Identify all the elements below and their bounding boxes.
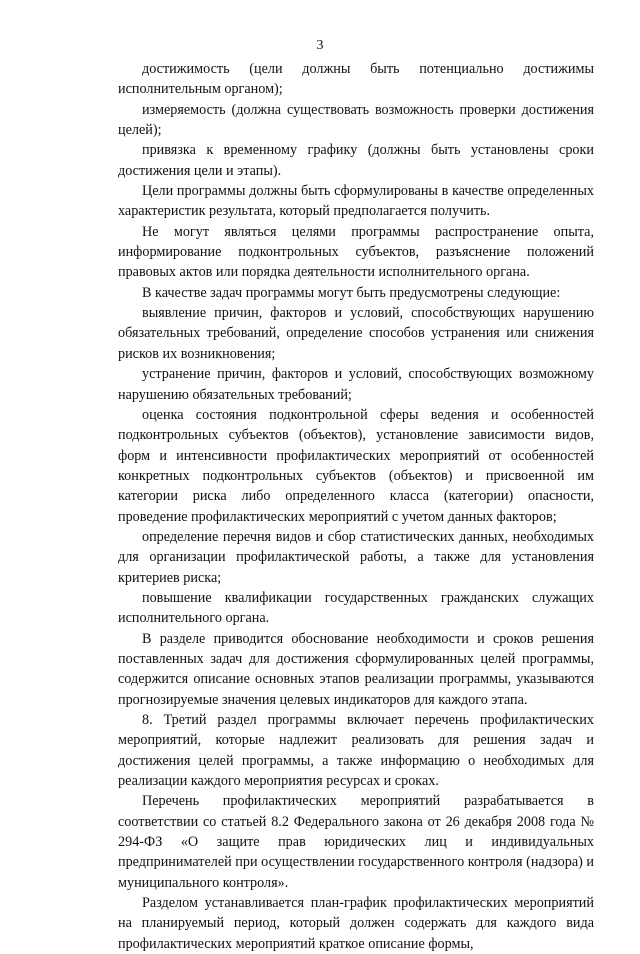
paragraph-not-goals: Не могут являться целями программы распространение опыта, информирование подконтрольных субъектов, разъяснение положений правовых актов или порядка деятельности исполнительного органа. <box>118 223 594 281</box>
paragraph-task-identify-causes: выявление причин, факторов и условий, способствующих нарушению обязательных требований, определение способов устранения или снижения рисков их возникновения; <box>118 305 594 362</box>
paragraph-achievability: достижимость (цели должны быть потенциально достижимы исполнительным органом); <box>118 61 594 98</box>
paragraph-tasks-intro: В качестве задач программы могут быть предусмотрены следующие: <box>142 284 561 301</box>
paragraph-section-justification: В разделе приводится обоснование необходимости и сроков решения поставленных задач для достижения сформулированных целей программы, содержится описание основных этапов реализации программы, указываются прогнозируемые значения целевых индикаторов для каждого этапа. <box>118 630 594 708</box>
paragraph-task-eliminate-causes: устранение причин, факторов и условий, способствующих возможному нарушению обязательных требований; <box>118 366 594 403</box>
paragraph-task-qualification: повышение квалификации государственных гражданских служащих исполнительного органа. <box>118 589 594 627</box>
document-body <box>118 59 594 954</box>
paragraph-program-goals: Цели программы должны быть сформулированы в качестве определенных характеристик результата, который предполагается получить. <box>118 183 594 220</box>
paragraph-item-8: 8. Третий раздел программы включает перечень профилактических мероприятий, которые надлежит реализовать для решения задач и достижения целей программы, а также информацию о необходимых для реализации каждого мероприятия ресурсах и сроках. <box>118 712 594 790</box>
paragraph-measurability: измеряемость (должна существовать возможность проверки достижения целей); <box>118 101 594 139</box>
paragraph-timeline-binding: привязка к временному графику (должны быть установлены сроки достижения цели и этапы). <box>118 142 594 179</box>
paragraph-task-statistics: определение перечня видов и сбор статистических данных, необходимых для организации профилактической работы, а также для установления критериев риска; <box>118 528 594 586</box>
paragraph-schedule: Разделом устанавливается план-график профилактических мероприятий на планируемый период, который должен содержать для каждого вида профилактических мероприятий краткое описание формы, <box>118 895 594 952</box>
page-number: 3 <box>316 38 324 53</box>
paragraph-measures-list: Перечень профилактических мероприятий разрабатывается в соответствии со статьей 8.2 Федерального закона от 26 декабря 2008 года № 294-ФЗ «О защите прав юридических лиц и индивидуальных предпринимателей при осуществлении государственного контроля (надзора) и муниципального контроля». <box>118 793 594 891</box>
paragraph-task-assessment: оценка состояния подконтрольной сферы ведения и особенностей подконтрольных субъектов (объектов), установление зависимости видов, форм и интенсивности профилактических мероприятий от особенностей конкретных подконтрольных субъектов (объектов) и присвоенной им категории риска либо определенного класса (категории) опасности, проведение профилактических мероприятий с учетом данных факторов; <box>118 406 594 525</box>
